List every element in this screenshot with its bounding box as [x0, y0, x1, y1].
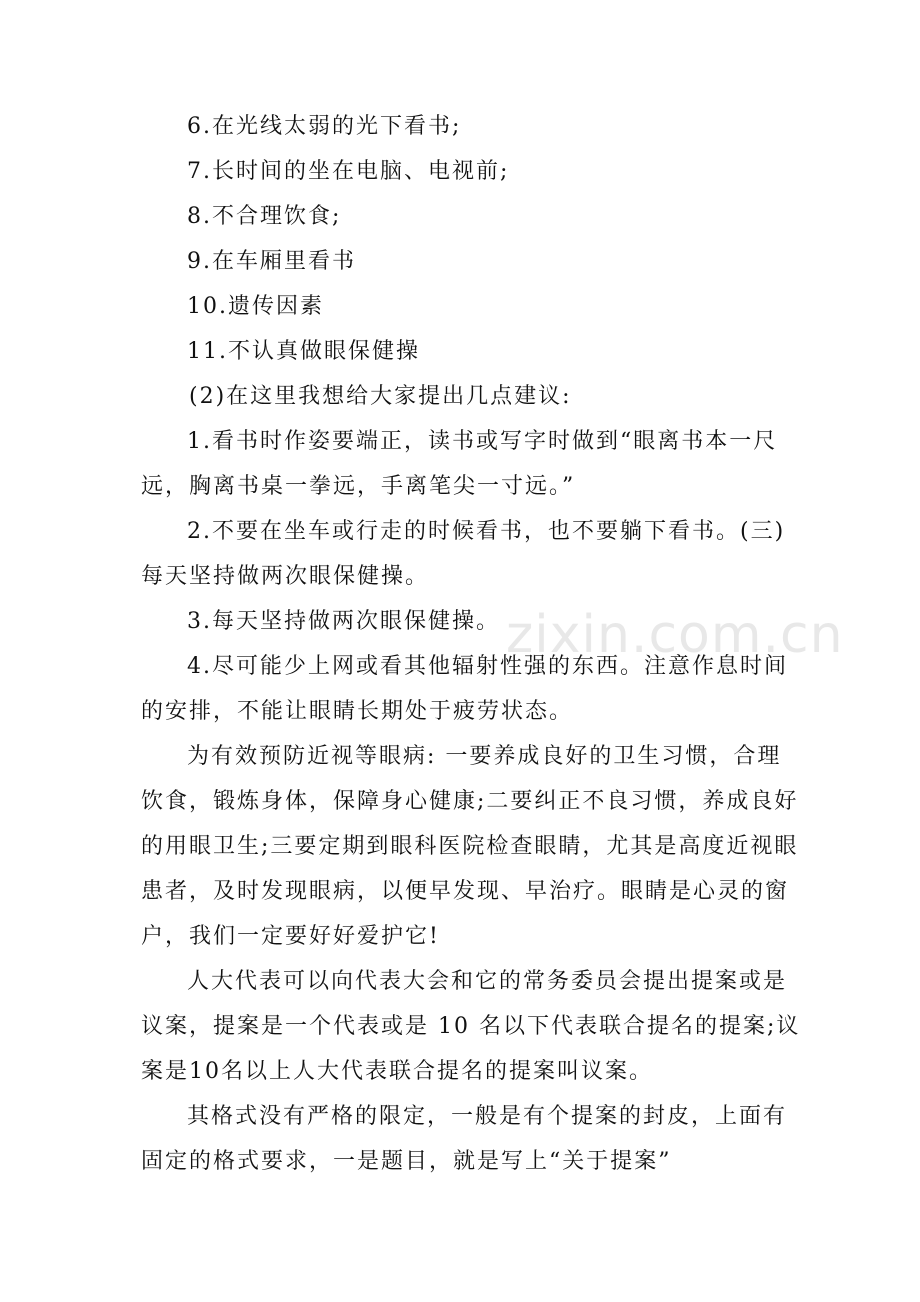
- text-line: 10.遗传因素: [187, 294, 324, 319]
- text-line: (2)在这里我想给大家提出几点建议:: [189, 384, 572, 409]
- text-line: 固定的格式要求，一是题目，就是写上“关于提案”: [141, 1149, 672, 1174]
- text-line: 6.在光线太弱的光下看书;: [187, 114, 462, 139]
- text-line: 远，胸离书桌一拳远，手离笔尖一寸远。”: [141, 474, 576, 499]
- text-line: 饮食，锻炼身体，保障身心健康;二要纠正不良习惯，养成良好: [141, 789, 799, 814]
- text-line: 4.尽可能少上网或看其他辐射性强的东西。注意作息时间: [187, 654, 788, 679]
- text-line: 每天坚持做两次眼保健操。: [141, 564, 430, 589]
- watermark: zixin.com.cn: [506, 605, 844, 665]
- text-line: 的用眼卫生;三要定期到眼科医院检查眼睛，尤其是高度近视眼: [141, 834, 799, 859]
- text-line: 1.看书时作姿要端正，读书或写字时做到“眼离书本一尺: [187, 429, 778, 454]
- text-line: 9.在车厢里看书: [187, 249, 356, 274]
- text-line: 其格式没有严格的限定，一般是有个提案的封皮，上面有: [187, 1104, 788, 1129]
- text-line: 患者，及时发现眼病，以便早发现、早治疗。眼睛是心灵的窗: [141, 879, 790, 904]
- text-line: 3.每天坚持做两次眼保健操。: [187, 609, 500, 634]
- text-line: 人大代表可以向代表大会和它的常务委员会提出提案或是: [187, 969, 788, 994]
- text-line: 7.长时间的坐在电脑、电视前;: [187, 159, 510, 184]
- text-line: 为有效预防近视等眼病: 一要养成良好的卫生习惯，合理: [187, 744, 782, 769]
- text-line: 案是10名以上人大代表联合提名的提案叫议案。: [141, 1059, 653, 1084]
- text-line: 议案，提案是一个代表或是 10 名以下代表联合提名的提案;议: [141, 1014, 801, 1039]
- text-line: 户，我们一定要好好爱护它!: [141, 924, 440, 949]
- text-line: 的安排，不能让眼睛长期处于疲劳状态。: [141, 699, 574, 724]
- text-line: 11.不认真做眼保健操: [187, 339, 420, 364]
- text-line: 2.不要在坐车或行走的时候看书，也不要躺下看书。(三): [187, 519, 786, 544]
- text-line: 8.不合理饮食;: [187, 204, 342, 229]
